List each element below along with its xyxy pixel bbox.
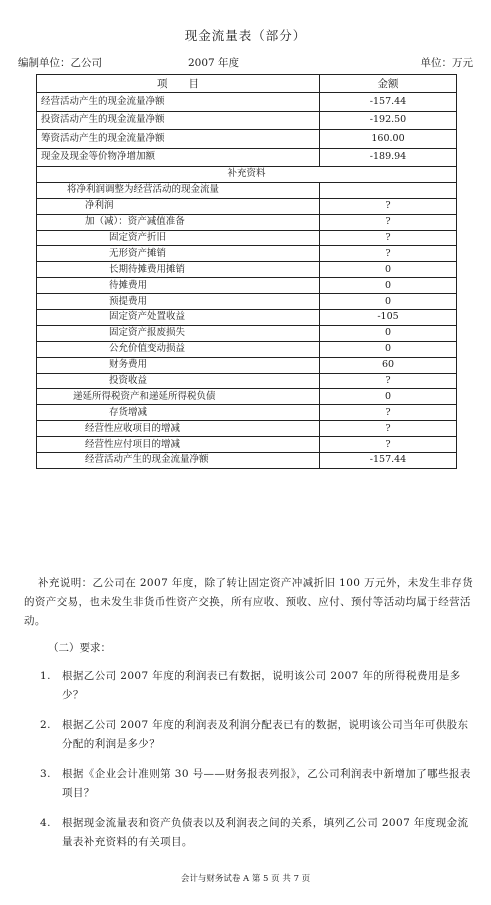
row-amount: 0 <box>320 389 457 405</box>
table-row <box>37 341 457 357</box>
table-row <box>37 278 457 294</box>
table-row <box>37 148 457 167</box>
table-row <box>37 373 457 389</box>
row-label: 投资活动产生的现金流量净额 <box>37 111 320 130</box>
row-amount: 0 <box>320 341 457 357</box>
table-row <box>37 111 457 130</box>
row-amount: ? <box>320 198 457 214</box>
row-label: 经营性应收项目的增减 <box>37 421 320 437</box>
question-number: 4. <box>40 817 51 829</box>
table-row <box>37 405 457 421</box>
supplement-title-row <box>37 167 457 183</box>
table-row <box>37 325 457 341</box>
currency-unit: 单位：万元 <box>420 57 473 69</box>
supplement-title: 补充资料 <box>37 167 457 183</box>
row-label: 净利润 <box>37 198 320 214</box>
row-label: 现金及现金等价物净增加额 <box>37 148 320 167</box>
row-label: 加（减）：资产减值准备 <box>37 214 320 230</box>
row-label: 固定资产报废损失 <box>37 325 320 341</box>
supplement-heading: 将净利润调整为经营活动的现金流量 <box>37 182 320 198</box>
row-amount: 0 <box>320 294 457 310</box>
question-number: 3. <box>40 768 51 780</box>
row-amount: -157.44 <box>320 93 457 112</box>
row-label: 存货增减 <box>37 405 320 421</box>
requirements-title: （二）要求： <box>48 642 111 654</box>
row-amount: ? <box>320 214 457 230</box>
table-row <box>37 246 457 262</box>
header-amount: 金额 <box>320 75 457 93</box>
statement-meta <box>18 55 473 71</box>
table-row <box>37 437 457 453</box>
row-label: 固定资产处置收益 <box>37 310 320 326</box>
question-number: 2. <box>40 719 51 731</box>
table-row <box>37 310 457 326</box>
row-label: 筹资活动产生的现金流量净额 <box>37 130 320 149</box>
fiscal-year: 2007 年度 <box>188 57 240 69</box>
question-text: 根据《企业会计准则第 30 号——财务报表列报》，乙公司利润表中新增加了哪些报表项目？ <box>62 768 471 799</box>
row-amount: -189.94 <box>320 148 457 167</box>
row-amount: 0 <box>320 325 457 341</box>
row-label: 经营活动产生的现金流量净额 <box>37 93 320 112</box>
question-text: 根据现金流量表和资产负债表以及利润表之间的关系，填列乙公司 2007 年度现金流量表补充资料的有关项目。 <box>62 817 469 848</box>
row-amount <box>320 182 457 198</box>
row-amount: ? <box>320 437 457 453</box>
table-row <box>37 357 457 373</box>
table-row <box>37 198 457 214</box>
question-item <box>40 814 474 852</box>
row-label: 预提费用 <box>37 294 320 310</box>
question-number: 1. <box>40 670 51 682</box>
header-item: 项 目 <box>37 75 320 93</box>
table-row <box>37 93 457 112</box>
row-label: 公允价值变动损益 <box>37 341 320 357</box>
table-row <box>37 214 457 230</box>
row-label: 待摊费用 <box>37 278 320 294</box>
row-label: 固定资产折旧 <box>37 230 320 246</box>
table-row <box>37 453 457 469</box>
table-row <box>37 421 457 437</box>
table-header-row <box>37 75 457 93</box>
row-label: 经营性应付项目的增减 <box>37 437 320 453</box>
row-amount: ? <box>320 421 457 437</box>
reporting-entity: 编制单位：乙公司 <box>18 57 102 69</box>
row-amount: ? <box>320 405 457 421</box>
document-title: 现金流量表（部分） <box>184 28 307 43</box>
question-item <box>40 765 474 803</box>
row-amount: 0 <box>320 278 457 294</box>
row-label: 无形资产摊销 <box>37 246 320 262</box>
row-amount: 60 <box>320 357 457 373</box>
table-row <box>37 262 457 278</box>
row-amount: 160.00 <box>320 130 457 149</box>
row-amount: ? <box>320 373 457 389</box>
row-amount: -157.44 <box>320 453 457 469</box>
table-row <box>37 389 457 405</box>
table-row <box>37 294 457 310</box>
row-amount: -192.50 <box>320 111 457 130</box>
row-label: 长期待摊费用摊销 <box>37 262 320 278</box>
row-amount: ? <box>320 246 457 262</box>
row-label: 经营活动产生的现金流量净额 <box>37 453 320 469</box>
table-row <box>37 230 457 246</box>
supplementary-note: 补充说明：乙公司在 2007 年度，除了转让固定资产冲减折旧 100 万元外，未发生非存货的资产交易，也未发生非货币性资产交换，所有应收、预收、应付、预付等活动均属于经营活动。 <box>24 577 474 627</box>
question-text: 根据乙公司 2007 年度的利润表及利润分配表已有的数据，说明该公司当年可供股东分配的利润是多少？ <box>62 719 469 750</box>
row-amount: -105 <box>320 310 457 326</box>
row-label: 递延所得税资产和递延所得税负债 <box>37 389 320 405</box>
question-text: 根据乙公司 2007 年度的利润表已有数据，说明该公司 2007 年的所得税费用是多少？ <box>62 670 461 701</box>
row-label: 投资收益 <box>37 373 320 389</box>
page-footer: 会计与财务试卷 A 第 5 页 共 7 页 <box>180 874 311 884</box>
table-row <box>37 130 457 149</box>
row-amount: ? <box>320 230 457 246</box>
cash-flow-table <box>36 74 457 469</box>
supplement-heading-row <box>37 182 457 198</box>
question-item <box>40 716 474 754</box>
row-amount: 0 <box>320 262 457 278</box>
question-item <box>40 667 474 705</box>
row-label: 财务费用 <box>37 357 320 373</box>
